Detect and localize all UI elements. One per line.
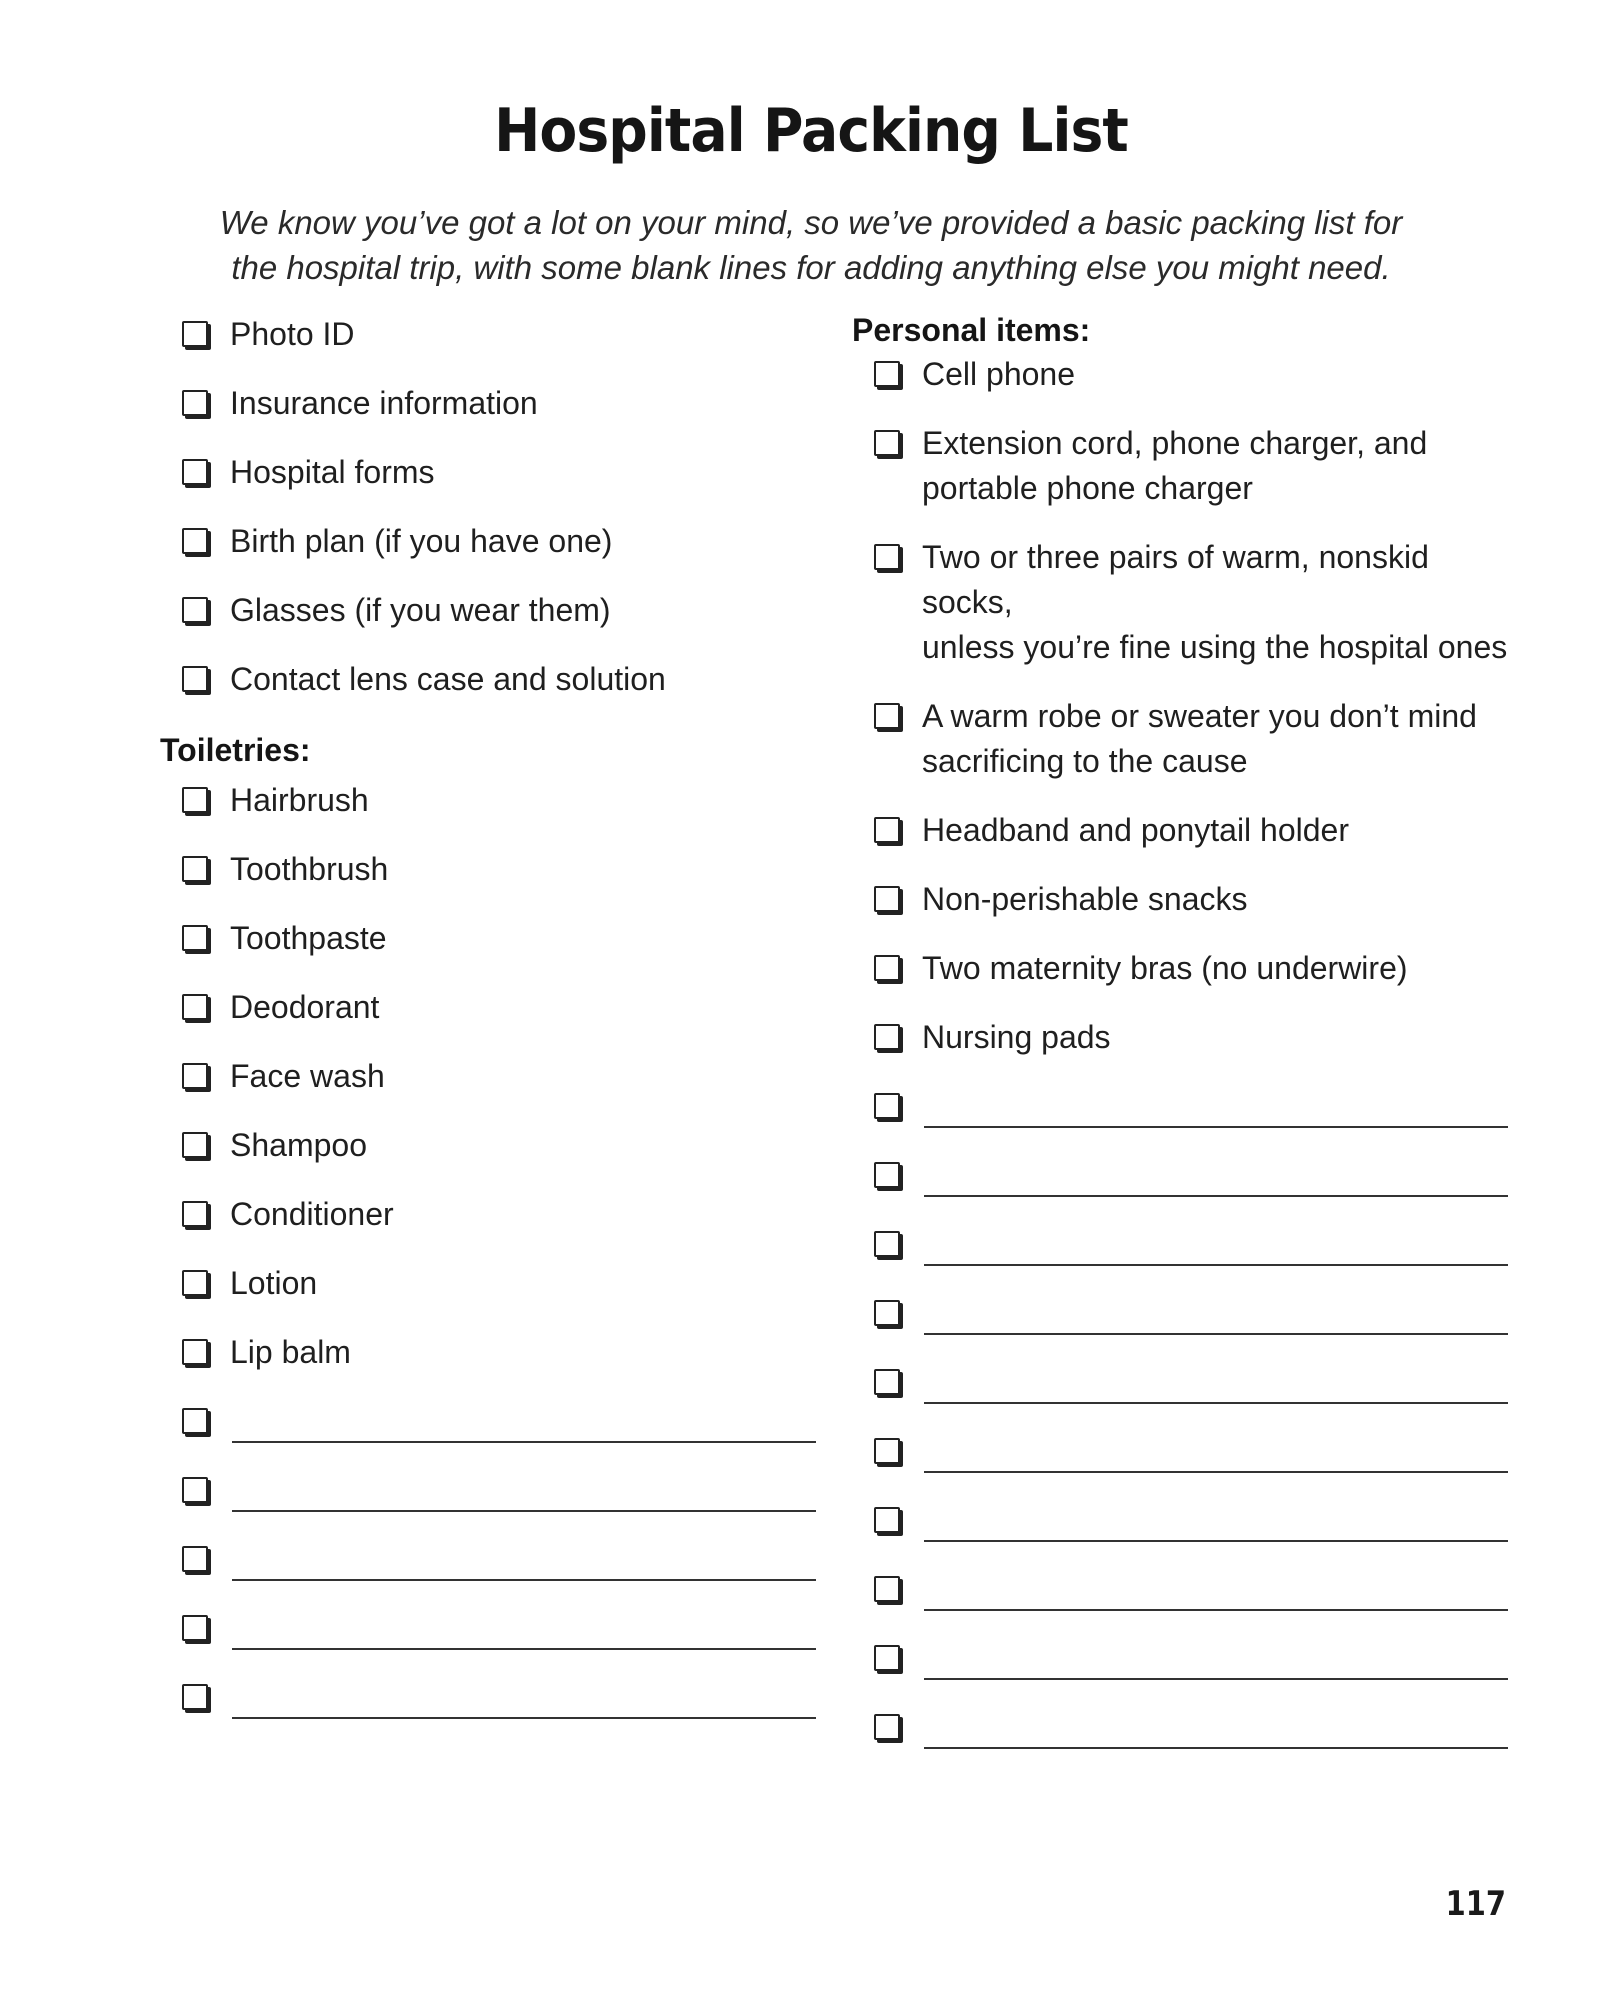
checkbox-icon[interactable] xyxy=(182,321,208,347)
checkbox-icon[interactable] xyxy=(182,459,208,485)
blank-checklist-item[interactable] xyxy=(160,1468,820,1513)
checklist-item[interactable] xyxy=(852,946,1512,991)
checklist-item[interactable] xyxy=(160,450,820,495)
checkbox-icon[interactable] xyxy=(874,1507,900,1533)
blank-checklist-item[interactable] xyxy=(160,1537,820,1582)
blank-write-line[interactable] xyxy=(232,1606,816,1650)
item-label-line: portable phone charger xyxy=(922,470,1253,506)
checkbox-icon[interactable] xyxy=(874,886,900,912)
blank-write-line[interactable] xyxy=(924,1636,1508,1680)
item-label-line: A warm robe or sweater you don’t mind xyxy=(922,698,1477,734)
checkbox-icon[interactable] xyxy=(182,994,208,1020)
item-label: Lotion xyxy=(230,1265,318,1301)
blank-checklist-item[interactable] xyxy=(852,1360,1512,1405)
checkbox-icon[interactable] xyxy=(874,1369,900,1395)
checkbox-icon[interactable] xyxy=(874,1093,900,1119)
checkbox-icon[interactable] xyxy=(874,955,900,981)
checkbox-icon[interactable] xyxy=(182,528,208,554)
checklist-item[interactable] xyxy=(160,381,820,426)
checkbox-icon[interactable] xyxy=(874,1714,900,1740)
blank-checklist-item[interactable] xyxy=(852,1498,1512,1543)
blank-checklist-item[interactable] xyxy=(160,1606,820,1651)
item-label-line: Two or three pairs of warm, nonskid socks, xyxy=(922,539,1429,620)
item-label: Toothbrush xyxy=(230,851,389,887)
checkbox-icon[interactable] xyxy=(874,544,900,570)
checkbox-icon[interactable] xyxy=(874,1024,900,1050)
checkbox-icon[interactable] xyxy=(182,1339,208,1365)
blank-checklist-item[interactable] xyxy=(852,1567,1512,1612)
checklist-item[interactable] xyxy=(160,519,820,564)
checkbox-icon[interactable] xyxy=(874,703,900,729)
item-label: Lip balm xyxy=(230,1334,351,1370)
checklist-item[interactable] xyxy=(160,312,820,357)
checklist-item[interactable] xyxy=(852,352,1512,397)
blank-write-line[interactable] xyxy=(924,1222,1508,1266)
item-label: Non-perishable snacks xyxy=(922,881,1248,917)
checklist-item[interactable] xyxy=(160,588,820,633)
item-label xyxy=(922,535,1512,670)
item-label: Glasses (if you wear them) xyxy=(230,592,611,628)
checklist-item[interactable] xyxy=(160,1123,820,1168)
checkbox-icon[interactable] xyxy=(182,856,208,882)
blank-write-line[interactable] xyxy=(232,1468,816,1512)
checklist-item[interactable] xyxy=(160,778,820,823)
item-label xyxy=(922,694,1477,784)
checkbox-icon[interactable] xyxy=(182,666,208,692)
blank-checklist-item[interactable] xyxy=(852,1636,1512,1681)
checkbox-icon[interactable] xyxy=(182,1546,208,1572)
checklist-item[interactable] xyxy=(852,877,1512,922)
item-label: Nursing pads xyxy=(922,1019,1111,1055)
item-label: Insurance information xyxy=(230,385,538,421)
blank-write-line[interactable] xyxy=(924,1084,1508,1128)
checkbox-icon[interactable] xyxy=(182,1201,208,1227)
item-label: Photo ID xyxy=(230,316,355,352)
checklist-item[interactable] xyxy=(160,1192,820,1237)
checkbox-icon[interactable] xyxy=(874,430,900,456)
item-label: Hairbrush xyxy=(230,782,369,818)
blank-checklist-item[interactable] xyxy=(852,1084,1512,1129)
blank-write-line[interactable] xyxy=(924,1498,1508,1542)
blank-checklist-item[interactable] xyxy=(160,1675,820,1720)
checkbox-icon[interactable] xyxy=(182,597,208,623)
checklist-item[interactable] xyxy=(160,1330,820,1375)
checkbox-icon[interactable] xyxy=(182,1132,208,1158)
blank-checklist-item[interactable] xyxy=(852,1291,1512,1336)
checkbox-icon[interactable] xyxy=(874,361,900,387)
page-number: 117 xyxy=(1445,1884,1506,1924)
personal-items-heading: Personal items: xyxy=(852,312,1091,348)
checklist-item[interactable] xyxy=(160,847,820,892)
item-label-line: Extension cord, phone charger, and xyxy=(922,425,1428,461)
checkbox-icon[interactable] xyxy=(874,1645,900,1671)
blank-write-line[interactable] xyxy=(924,1567,1508,1611)
item-label-line: unless you’re fine using the hospital ones xyxy=(922,629,1508,665)
blank-checklist-item[interactable] xyxy=(852,1705,1512,1750)
intro-line: the hospital trip, with some blank lines for adding anything else you might need. xyxy=(231,249,1391,286)
checklist-item[interactable] xyxy=(160,657,820,702)
checklist-item[interactable] xyxy=(852,694,1512,784)
item-label xyxy=(922,421,1427,511)
checklist-item[interactable] xyxy=(852,535,1512,670)
blank-write-line[interactable] xyxy=(232,1675,816,1719)
item-label-line: sacrificing to the cause xyxy=(922,743,1248,779)
item-label: Cell phone xyxy=(922,356,1075,392)
checklist-item[interactable] xyxy=(160,916,820,961)
item-label: Hospital forms xyxy=(230,454,435,490)
intro-line: We know you’ve got a lot on your mind, so we’ve provided a basic packing list for xyxy=(219,204,1403,241)
checkbox-icon[interactable] xyxy=(182,1270,208,1296)
item-label: Shampoo xyxy=(230,1127,367,1163)
item-label: Face wash xyxy=(230,1058,385,1094)
blank-write-line[interactable] xyxy=(232,1537,816,1581)
checkbox-icon[interactable] xyxy=(182,390,208,416)
item-label: Conditioner xyxy=(230,1196,394,1232)
blank-write-line[interactable] xyxy=(924,1705,1508,1749)
page-title: Hospital Packing List xyxy=(494,96,1128,166)
toiletries-heading: Toiletries: xyxy=(160,732,311,768)
blank-write-line[interactable] xyxy=(924,1360,1508,1404)
blank-write-line[interactable] xyxy=(232,1399,816,1443)
blank-write-line[interactable] xyxy=(924,1153,1508,1197)
checkbox-icon[interactable] xyxy=(874,1438,900,1464)
checklist-item[interactable] xyxy=(160,1261,820,1306)
right-column xyxy=(852,312,1512,1774)
checkbox-icon[interactable] xyxy=(182,1408,208,1434)
checklist-item[interactable] xyxy=(852,421,1512,511)
checklist-item[interactable] xyxy=(852,808,1512,853)
checkbox-icon[interactable] xyxy=(874,1300,900,1326)
checkbox-icon[interactable] xyxy=(182,1684,208,1710)
checkbox-icon[interactable] xyxy=(874,1231,900,1257)
blank-checklist-item[interactable] xyxy=(160,1399,820,1444)
checkbox-icon[interactable] xyxy=(182,787,208,813)
item-label: Deodorant xyxy=(230,989,380,1025)
blank-checklist-item[interactable] xyxy=(852,1222,1512,1267)
checkbox-icon[interactable] xyxy=(874,817,900,843)
item-label: Headband and ponytail holder xyxy=(922,812,1349,848)
left-column xyxy=(160,312,820,1744)
checkbox-icon[interactable] xyxy=(182,1615,208,1641)
blank-checklist-item[interactable] xyxy=(852,1429,1512,1474)
checkbox-icon[interactable] xyxy=(182,1477,208,1503)
item-label: Birth plan (if you have one) xyxy=(230,523,613,559)
intro-text xyxy=(200,200,1422,290)
checkbox-icon[interactable] xyxy=(874,1576,900,1602)
checklist-item[interactable] xyxy=(160,985,820,1030)
blank-checklist-item[interactable] xyxy=(852,1153,1512,1198)
checklist-item[interactable] xyxy=(160,1054,820,1099)
item-label: Two maternity bras (no underwire) xyxy=(922,950,1408,986)
checkbox-icon[interactable] xyxy=(182,925,208,951)
checkbox-icon[interactable] xyxy=(874,1162,900,1188)
blank-write-line[interactable] xyxy=(924,1429,1508,1473)
checkbox-icon[interactable] xyxy=(182,1063,208,1089)
item-label: Contact lens case and solution xyxy=(230,661,666,697)
blank-write-line[interactable] xyxy=(924,1291,1508,1335)
item-label: Toothpaste xyxy=(230,920,387,956)
checklist-item[interactable] xyxy=(852,1015,1512,1060)
